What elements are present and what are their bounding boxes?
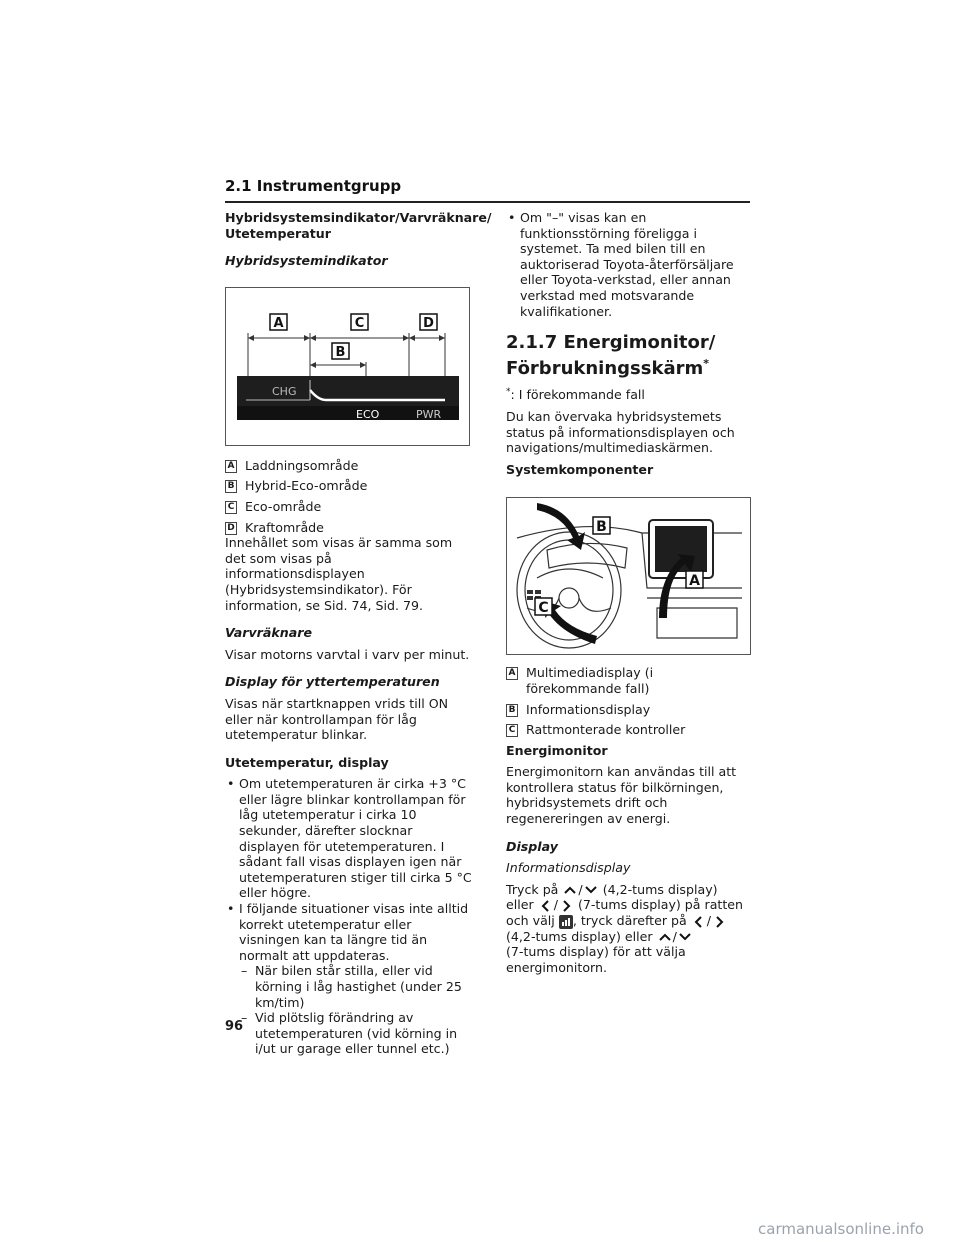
legend-text: Multimediadisplay (i förekommande fall): [526, 665, 654, 696]
legend-key: B: [225, 480, 237, 493]
chevron-down-icon: [677, 931, 693, 943]
sub-bullet-item: – När bilen står stilla, eller vid körning i låg hastighet (under 25 km/tim): [241, 963, 462, 1010]
label-d: D: [423, 315, 434, 331]
legend-item: [506, 665, 751, 696]
chevron-up-icon: [657, 931, 673, 943]
chevron-down-icon: [583, 884, 599, 896]
page-number: 96: [225, 1019, 244, 1034]
energy-monitor-text: Energimonitorn kan användas till att kontrollera status för bilkörningen, hybridsystemets drift och regenereringen av energi.: [506, 764, 737, 827]
chevron-left-icon: [691, 916, 707, 928]
label-a: A: [273, 315, 284, 331]
legend-text: Kraftområde: [245, 519, 324, 535]
heading-energy-monitor: Energimonitor: [506, 742, 608, 758]
dashboard-diagram: [507, 498, 750, 654]
eco-label: ECO: [356, 407, 380, 421]
watermark: carmanualsonline.info: [758, 1220, 924, 1238]
figure2-legend: [506, 665, 751, 737]
legend-item: [506, 702, 751, 718]
legend-item: [225, 478, 475, 494]
legend-text: Laddningsområde: [245, 457, 359, 473]
section-title: 2.1.7 Energimonitor/ Förbrukningsskärm*: [506, 332, 716, 380]
legend-key: D: [225, 522, 237, 535]
bullet-item: • Om "–" visas kan en funktionsstörning föreligga i systemet. Ta med bilen till en auktoriserad Toyota-återförsäljare eller Toyota-verkstad, eller annan verkstad med motsvarande kvalifikationer.: [508, 210, 734, 319]
legend-item: [506, 722, 751, 738]
legend-text: Rattmonterade kontroller: [526, 722, 686, 738]
chevron-right-icon: [558, 900, 574, 912]
chevron-left-icon: [538, 900, 554, 912]
hybrid-indicator-diagram: [226, 288, 469, 445]
legend-note: Innehållet som visas är samma som det som visas på informationsdisplayen (Hybridsystemsindikator). För information, se Sid. 74, Sid. 79.: [225, 535, 453, 613]
legend-key: A: [506, 667, 518, 680]
chevron-up-icon: [562, 884, 578, 896]
legend-key: B: [506, 704, 518, 717]
legend-item: [225, 520, 475, 536]
legend-item: [225, 458, 475, 474]
intro-text: Du kan övervaka hybridsystemets status på informationsdisplayen och navigations/multimediaskärmen.: [506, 408, 735, 456]
legend-key: C: [225, 501, 237, 514]
outside-temp-text: Visas när startknappen vrids till ON eller när kontrollampan för låg utetemperatur blinkar.: [225, 695, 449, 743]
pwr-label: PWR: [416, 407, 442, 421]
chg-label: CHG: [272, 384, 297, 398]
legend-item: [225, 499, 475, 515]
subheading-hybrid-indicator: Hybridsystemindikator: [225, 253, 388, 269]
bullet-item: • I följande situationer visas inte alltid korrekt utetemperatur eller visningen kan ta längre tid än normalt att uppdateras.: [227, 901, 469, 963]
heading-info-display: Informationsdisplay: [506, 860, 631, 876]
footnote: *: I förekommande fall: [506, 387, 645, 403]
chevron-right-icon: [711, 916, 727, 928]
legend-text: Hybrid-Eco-område: [245, 478, 368, 494]
energy-monitor-icon: [559, 915, 573, 929]
figure1-legend: [225, 458, 475, 535]
heading-display: Display: [506, 838, 558, 854]
section-header: 2.1 Instrumentgrupp: [225, 177, 402, 195]
label-c: C: [354, 315, 365, 331]
legend-text: Informationsdisplay: [526, 701, 651, 717]
heading-outdoor-temp: Utetemperatur, display: [225, 754, 389, 770]
legend-key: A: [225, 460, 237, 473]
left-column: [225, 210, 492, 1057]
label-c: C: [538, 600, 549, 617]
label-b: B: [596, 519, 607, 536]
legend-key: C: [506, 724, 518, 737]
heading-hybrid-indicator: Hybridsystemsindikator/Varvräknare/ Utetemperatur: [225, 210, 492, 241]
label-a: A: [689, 573, 700, 590]
heading-system-components: Systemkomponenter: [506, 461, 654, 477]
hybrid-indicator-figure: [225, 287, 470, 446]
tachometer-text: Visar motorns varvtal i varv per minut.: [225, 646, 470, 662]
sub-bullet-item: – Vid plötslig förändring av utetemperaturen (vid körning in i/ut ur garage eller tunnel etc.): [241, 1010, 458, 1057]
bullet-item: • Om utetemperaturen är cirka +3 °C eller lägre blinkar kontrollampan för låg utetemperatur i cirka 10 sekunder, därefter slocknar displayen för utetemperaturen. I sådant fall visas displayen igen när utetemperaturen stiger till cirka 5 °C eller högre.: [227, 776, 472, 901]
instruction-text: Tryck på / (4,2-tums display) eller / (7-tums display) på ratten och välj , tryck därefter på / (4,2-tums display) eller / (7-tums display) för att välja energimonitorn.: [506, 881, 744, 975]
header-divider: [225, 201, 750, 203]
legend-text: Eco-område: [245, 498, 322, 514]
right-column: [506, 210, 751, 975]
heading-outside-temp-display: Display för yttertemperaturen: [225, 674, 440, 690]
system-components-figure: [506, 497, 751, 655]
heading-tachometer: Varvräknare: [225, 625, 312, 641]
label-b: B: [335, 344, 346, 360]
